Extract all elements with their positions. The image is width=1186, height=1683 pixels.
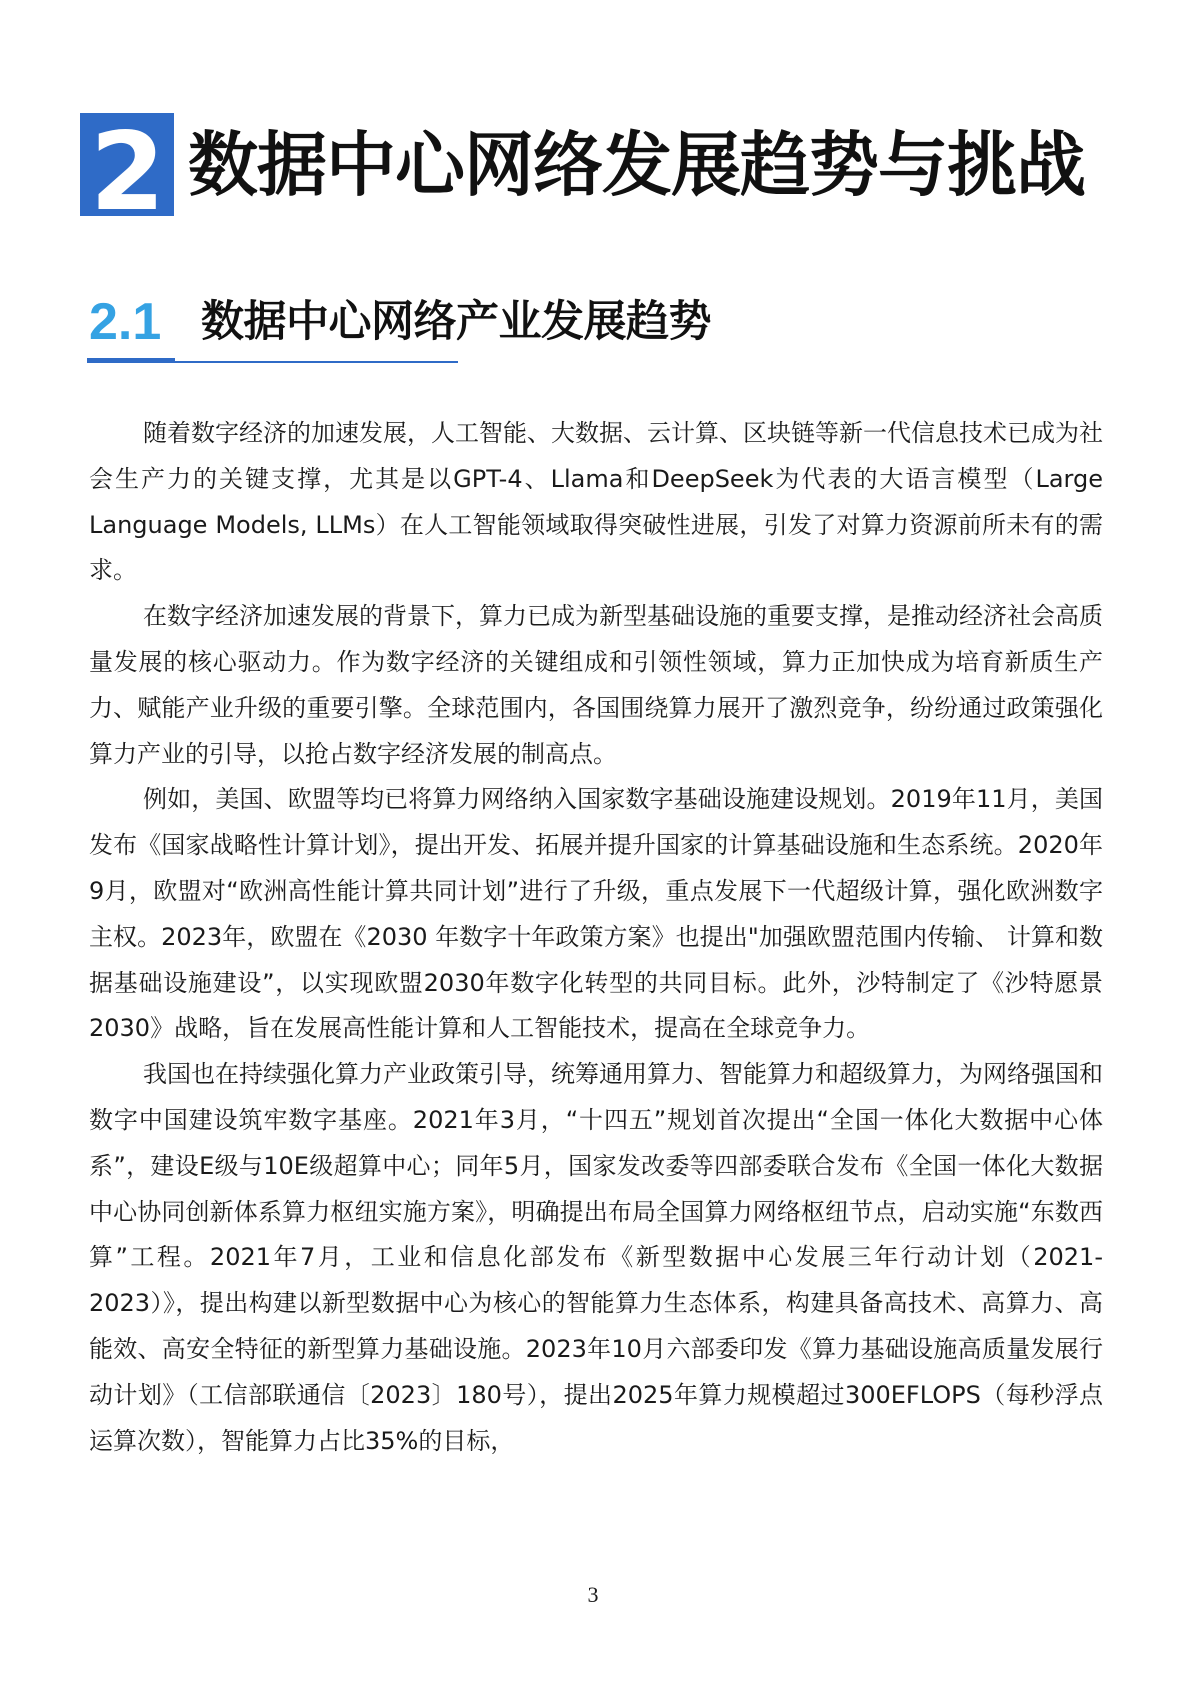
section-underline-accent [87, 358, 175, 363]
chapter-title: 数据中心网络发展趋势与挑战 [188, 123, 1085, 206]
paragraph: 在数字经济加速发展的背景下，算力已成为新型基础设施的重要支撑，是推动经济社会高质量发展的核心驱动力。作为数字经济的关键组成和引领性领域，算力正加快成为培育新质生产力、赋能产业升级的重要引擎。全球范围内，各国围绕算力展开了激烈竞争，纷纷通过政策强化算力产业的引导，以抢占数字经济发展的制高点。 [89, 602, 1103, 768]
section-underline [175, 361, 458, 363]
paragraph: 例如，美国、欧盟等均已将算力网络纳入国家数字基础设施建设规划。2019年11月，美国发布《国家战略性计算计划》，提出开发、拓展并提升国家的计算基础设施和生态系统。2020年9月，欧盟对“欧洲高性能计算共同计划”进行了升级，重点发展下一代超级计算，强化欧洲数字主权。2023年，欧盟在《2030 年数字十年政策方案》也提出"加强欧盟范围内传输、 计算和数据基础设施建设”，以实现欧盟2030年数字化转型的共同目标。此外，沙特制定了《沙特愿景2030》战略，旨在发展高性能计算和人工智能技术，提高在全球竞争力。 [89, 785, 1103, 1043]
chapter-header [80, 113, 1085, 216]
chapter-number-badge [80, 113, 174, 216]
chapter-number: 2 [90, 113, 164, 216]
paragraph: 我国也在持续强化算力产业政策引导，统筹通用算力、智能算力和超级算力，为网络强国和数字中国建设筑牢数字基座。2021年3月，“十四五”规划首次提出“全国一体化大数据中心体系”，建设E级与10E级超算中心；同年5月，国家发改委等四部委联合发布《全国一体化大数据中心协同创新体系算力枢纽实施方案》，明确提出布局全国算力网络枢纽节点，启动实施“东数西算”工程。2021年7月，工业和信息化部发布《新型数据中心发展三年行动计划（2021-2023）》，提出构建以新型数据中心为核心的智能算力生态体系，构建具备高技术、高算力、高能效、高安全特征的新型算力基础设施。2023年10月六部委印发《算力基础设施高质量发展行动计划》（工信部联通信〔2023〕180号），提出2025年算力规模超过300EFLOPS（每秒浮点运算次数），智能算力占比35%的目标， [89, 1060, 1103, 1455]
section-title: 数据中心网络产业发展趋势 [201, 297, 711, 347]
section-number: 2.1 [89, 293, 162, 351]
page-number: 3 [587, 1582, 599, 1607]
paragraph: 随着数字经济的加速发展，人工智能、大数据、云计算、区块链等新一代信息技术已成为社会生产力的关键支撑，尤其是以GPT-4、Llama和DeepSeek为代表的大语言模型（Large Language Models, LLMs）在人工智能领域取得突破性进展，引发了对算力资源前所未有的需求。 [89, 419, 1103, 585]
body-text [89, 411, 1103, 1464]
section-header [87, 292, 987, 362]
